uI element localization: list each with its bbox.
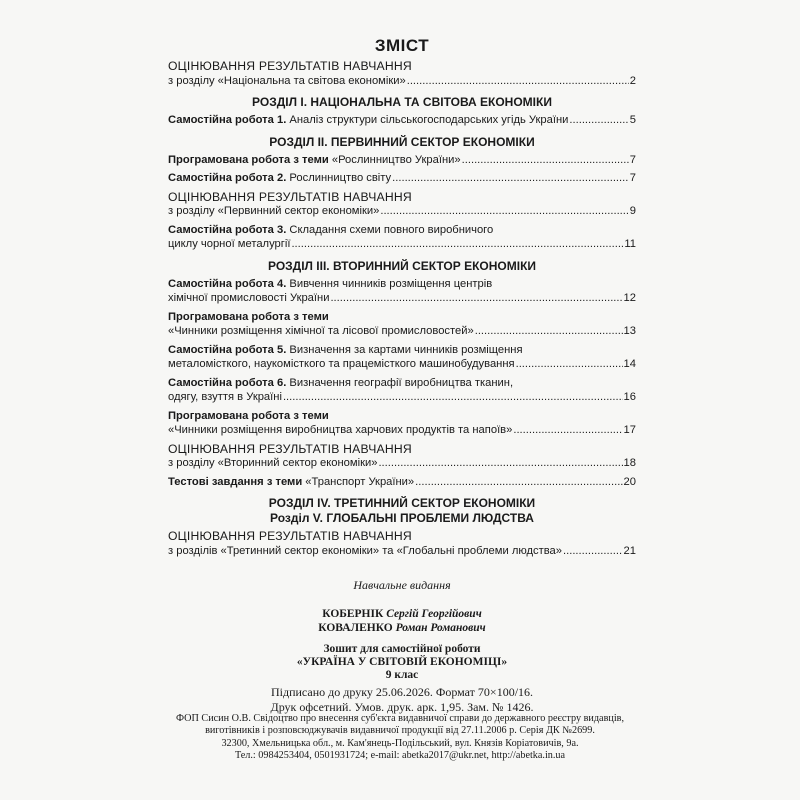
entry-text: одягу, взуття в Україні xyxy=(168,391,282,403)
entry-bold: Самостійна робота 1. xyxy=(168,114,287,126)
entry-text: «Чинники розміщення виробництва харчових продуктів та напоїв» xyxy=(168,424,513,436)
entry-text: Вивчення чинників розміщення центрів xyxy=(286,277,493,290)
toc-entry xyxy=(168,475,636,490)
entry-bold: Самостійна робота 4. xyxy=(168,277,287,290)
author: КОБЕРНІК Сергій Георгійович xyxy=(322,608,482,620)
toc-entry xyxy=(168,277,636,306)
imprint xyxy=(168,578,636,715)
entry-text: металомісткого, наукомісткого та працемісткого машинобудування xyxy=(168,358,515,370)
page-number: 9 xyxy=(629,205,636,217)
page-number: 16 xyxy=(623,391,636,403)
entry-line: ОЦІНЮВАННЯ РЕЗУЛЬТАТІВ НАВЧАННЯ xyxy=(168,441,412,456)
toc-entry xyxy=(168,59,636,88)
section-heading: РОЗДІЛ ІІ. ПЕРВИННИЙ СЕКТОР ЕКОНОМІКИ xyxy=(269,134,535,149)
entry-line: ОЦІНЮВАННЯ РЕЗУЛЬТАТІВ НАВЧАННЯ xyxy=(168,189,412,204)
toc-entry xyxy=(168,113,636,128)
entry-text: «Транспорт України» xyxy=(302,475,415,488)
publisher-info: ФОП Сисин О.В. Свідоцтво про внесення суб'єкта видавничої справи до державного реєстру видавців, виготівників і розповсюджувачів видавничої продукції від 27.11.2006 р. Серія ДК №2699. 32300, Хмельницька обл., м. Кам'янець-Подільський, вул. Князів Коріатовичів, 9а. Тел.: 0984253404, 0501931724; e-mail: abetka2017@ukr.net, http://abetka.in.ua xyxy=(175,713,625,762)
entry-bold: Самостійна робота 2. xyxy=(168,172,287,184)
page-number: 21 xyxy=(623,544,636,557)
entry-text: Складання схеми повного виробничого xyxy=(286,223,494,236)
toc-entry xyxy=(168,529,636,558)
page-number: 7 xyxy=(629,172,636,184)
entry-bold: Самостійна робота 5. xyxy=(168,343,287,356)
entry-bold: Тестові завдання з теми xyxy=(168,475,303,488)
entry-bold: Програмована робота з теми xyxy=(168,409,329,422)
entry-line: ОЦІНЮВАННЯ РЕЗУЛЬТАТІВ НАВЧАННЯ xyxy=(168,59,412,73)
entry-bold: Програмована робота з теми xyxy=(168,310,329,323)
page-number: 7 xyxy=(629,153,636,166)
edition-type: Навчальне видання xyxy=(353,578,451,592)
entry-text: Аналіз структури сільськогосподарських угідь України xyxy=(286,114,569,126)
toc-entry xyxy=(168,376,636,405)
toc-entry xyxy=(168,310,636,339)
author: КОВАЛЕНКО Роман Романович xyxy=(318,622,486,634)
book-title: Зошит для самостійної роботи «УКРАЇНА У СВІТОВІЙ ЕКОНОМІЦІ» 9 клас xyxy=(296,643,508,681)
page-number: 12 xyxy=(623,292,636,304)
page-number: 11 xyxy=(624,238,636,250)
toc-entry xyxy=(168,153,636,168)
page-number: 5 xyxy=(629,114,636,126)
entry-text: з розділу «Вторинний сектор економіки» xyxy=(168,457,378,469)
toc-entry xyxy=(168,171,636,186)
toc-entry xyxy=(168,223,636,252)
print-details: Підписано до друку 25.06.2026. Формат 70×100/16. Друк офсетний. Умов. друк. арк. 1,95. Зам. № 1426. xyxy=(270,685,534,714)
page-number: 2 xyxy=(629,74,636,87)
entry-bold: Програмована робота з теми xyxy=(168,153,329,166)
page-number: 18 xyxy=(623,457,636,469)
entry-text: циклу чорної металургії xyxy=(168,238,291,250)
entry-text: Визначення за картами чинників розміщення xyxy=(286,343,523,356)
entry-text: Рослинництво світу xyxy=(286,172,392,184)
entry-text: «Чинники розміщення хімічної та лісової промисловостей» xyxy=(168,325,474,337)
entry-bold: Самостійна робота 3. xyxy=(168,223,287,236)
toc-entry xyxy=(168,190,636,219)
page-number: 17 xyxy=(623,424,636,436)
section-heading: РОЗДІЛ ІІІ. ВТОРИННИЙ СЕКТОР ЕКОНОМІКИ xyxy=(267,258,537,273)
page-number: 13 xyxy=(623,325,636,337)
entry-text: Визначення географії виробництва тканин, xyxy=(286,376,514,389)
table-of-contents xyxy=(168,36,636,562)
toc-entry xyxy=(168,409,636,438)
entry-text: «Рослинництво України» xyxy=(328,153,461,166)
section-heading: РОЗДІЛ І. НАЦІОНАЛЬНА ТА СВІТОВА ЕКОНОМІКИ xyxy=(252,95,552,109)
toc-entry xyxy=(168,442,636,471)
entry-text: з розділу «Первинний сектор економіки» xyxy=(168,205,380,217)
toc-entry xyxy=(168,343,636,372)
page-number: 14 xyxy=(623,358,636,370)
toc-title: ЗМІСТ xyxy=(374,36,430,55)
page-number: 20 xyxy=(623,475,636,488)
entry-bold: Самостійна робота 6. xyxy=(168,376,287,389)
entry-text: хімічної промисловості України xyxy=(168,292,330,304)
section-heading: РОЗДІЛ IV. ТРЕТИННИЙ СЕКТОР ЕКОНОМІКИ xyxy=(268,496,536,510)
entry-line: ОЦІНЮВАННЯ РЕЗУЛЬТАТІВ НАВЧАННЯ xyxy=(168,529,412,543)
entry-text: з розділу «Національна та світова економіки» xyxy=(168,74,406,87)
section-heading: Розділ V. ГЛОБАЛЬНІ ПРОБЛЕМИ ЛЮДСТВА xyxy=(270,511,534,525)
entry-text: з розділів «Третинний сектор економіки» та «Глобальні проблеми людства» xyxy=(168,544,562,557)
